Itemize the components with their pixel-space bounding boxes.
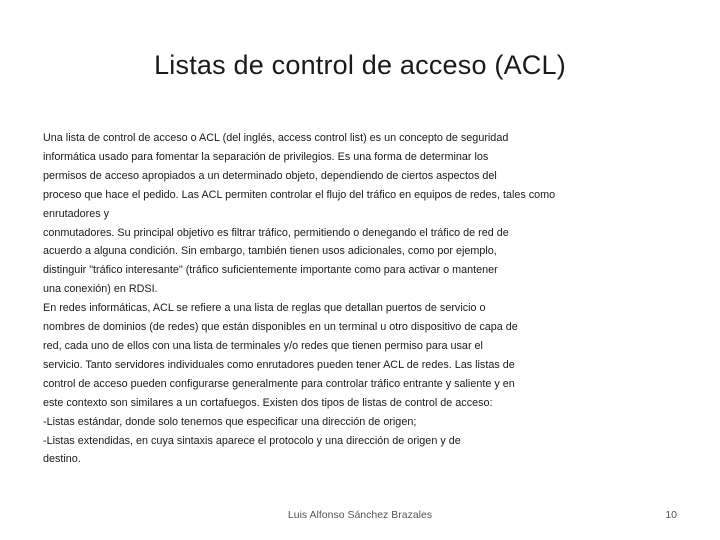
body-line: distinguir "tráfico interesante" (tráfico suficientemente importante como para activar o mantener	[43, 264, 498, 277]
body-line: informática usado para fomentar la separación de privilegios. Es una forma de determinar los	[43, 150, 489, 163]
body-line: enrutadores y	[43, 207, 110, 220]
body-line: una conexión) en RDSI.	[43, 283, 158, 296]
slide-body	[43, 129, 673, 469]
body-line: red, cada uno de ellos con una lista de terminales y/o redes que tienen permiso para usar el	[43, 339, 483, 352]
footer-author: Luis Alfonso Sánchez Brazales	[287, 509, 433, 521]
body-line: -Listas estándar, donde solo tenemos que especificar una dirección de origen;	[43, 415, 417, 428]
body-line: nombres de dominios (de redes) que están disponibles en un terminal u otro dispositivo de capa de	[43, 321, 518, 334]
body-line: este contexto son similares a un cortafuegos. Existen dos tipos de listas de control de acceso:	[43, 396, 493, 409]
body-line: servicio. Tanto servidores individuales como enrutadores pueden tener ACL de redes. Las listas de	[43, 358, 515, 371]
body-line: control de acceso pueden configurarse generalmente para controlar tráfico entrante y saliente y en	[43, 377, 515, 390]
body-line: Una lista de control de acceso o ACL (del inglés, access control list) es un concepto de seguridad	[43, 132, 509, 144]
body-line: conmutadores. Su principal objetivo es filtrar tráfico, permitiendo o denegando el tráfico de red de	[43, 226, 509, 239]
slide-title: Listas de control de acceso (ACL)	[154, 50, 566, 80]
page-number: 10	[665, 509, 677, 521]
body-line: destino.	[43, 453, 81, 466]
body-line: proceso que hace el pedido. Las ACL permiten controlar el flujo del tráfico en equipos de redes, tales como	[43, 188, 556, 201]
body-line: permisos de acceso apropiados a un determinado objeto, dependiendo de ciertos aspectos del	[43, 169, 497, 182]
body-line: -Listas extendidas, en cuya sintaxis aparece el protocolo y una dirección de origen y de	[43, 434, 461, 447]
body-line: acuerdo a alguna condición. Sin embargo, también tienen usos adicionales, como por ejemplo,	[43, 245, 497, 258]
body-line: En redes informáticas, ACL se refiere a una lista de reglas que detallan puertos de servicio o	[43, 302, 486, 315]
